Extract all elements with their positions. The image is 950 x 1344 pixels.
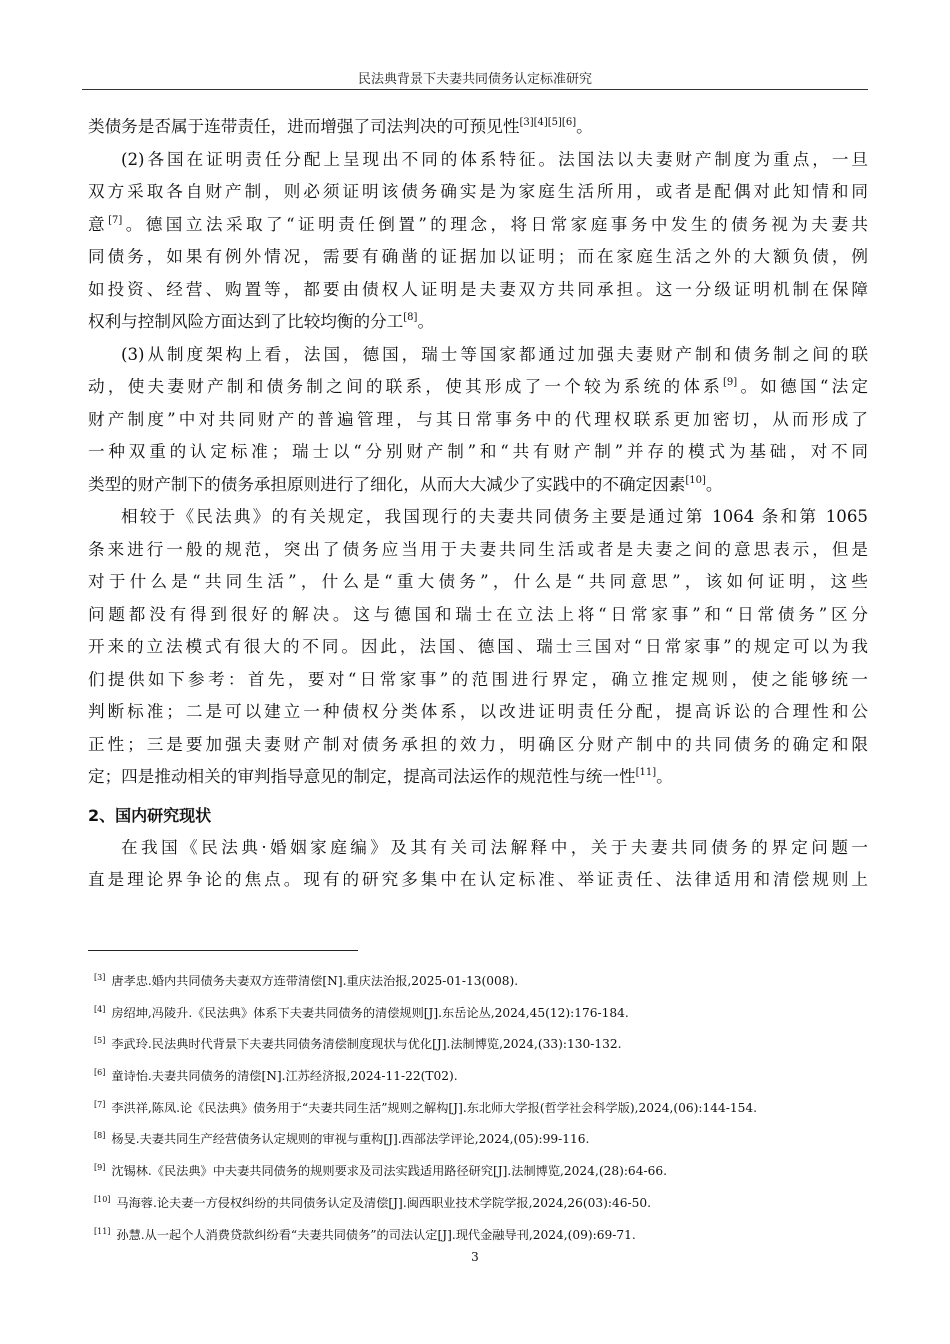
text-line (88, 176, 868, 209)
footnote-text: 童诗怡.夫妻共同债务的清偿[N].江苏经济报,2024-11-22(T02). (111, 1069, 458, 1084)
footnote-text: 唐孝忠.婚内共同债务夫妻双方连带清偿[N].重庆法治报,2025-01-13(008). (111, 974, 519, 988)
text-run: 双方采取各自财产制，则必须证明该债务确实是为家庭生活所用，或者是配偶对此知情和同 (88, 182, 868, 201)
body-text (88, 111, 868, 897)
paragraph (88, 339, 868, 502)
footnote-number: [10] (94, 1194, 111, 1204)
text-line (88, 436, 868, 469)
header-rule (82, 89, 868, 90)
footnote-number: [9] (94, 1163, 106, 1173)
footnote-item (94, 1220, 874, 1252)
text-line (88, 209, 868, 242)
text-line (88, 371, 868, 404)
paragraph (88, 832, 868, 897)
text-run: 判断标准；二是可以建立一种债权分类体系，以改进证明责任分配，提高诉讼的合理性和公 (88, 702, 868, 721)
footnote-item (94, 966, 874, 998)
footnote-number: [11] (94, 1226, 111, 1236)
text-run: 正性；三是要加强夫妻财产制对债务承担的效力，明确区分财产制中的共同债务的确定和限 (88, 734, 868, 754)
text-line (88, 729, 868, 762)
footnote-number: [5] (94, 1036, 106, 1046)
citation-marker: [9] (723, 377, 738, 388)
text-run: 。德国立法采取了“证明责任倒置”的理念，将日常家庭事务中发生的债务视为夫妻共 (122, 214, 869, 234)
paragraph (88, 111, 868, 144)
text-run: 。 (576, 117, 593, 136)
text-run: 动，使夫妻财产制和债务制之间的联系，使其形成了一个较为系统的体系 (88, 377, 724, 396)
text-run: 。 (656, 767, 673, 786)
text-line (88, 566, 868, 599)
text-run: 在我国《民法典·婚姻家庭编》及其有关司法解释中，关于夫妻共同债务的界定问题一 (121, 837, 868, 857)
footnote-item (94, 1188, 874, 1220)
text-line (88, 664, 868, 697)
text-run: 问题都没有得到很好的解决。这与德国和瑞士在立法上将“日常家事”和“日常债务”区分 (88, 604, 868, 624)
citation-marker: [8] (403, 312, 418, 323)
footnote-number: [6] (94, 1068, 106, 1078)
footnote-text: 李武玲.民法典时代背景下夫妻共同债务清偿制度现状与优化[J].法制博览,2024,(33):130-132. (111, 1037, 622, 1052)
text-line (88, 599, 868, 632)
text-run: 直是理论界争论的焦点。现有的研究多集中在认定标准、举证责任、法律适用和清偿规则上 (88, 870, 868, 889)
text-line (88, 274, 868, 307)
running-header: 民法典背景下夫妻共同债务认定标准研究 (357, 72, 592, 87)
text-run: 财产制度”中对共同财产的普遍管理，与其日常事务中的代理权联系更加密切，从而形成了 (88, 409, 868, 429)
text-run: 类债务是否属于连带责任，进而增强了司法判决的可预见性 (88, 117, 520, 136)
text-line (88, 306, 868, 339)
footnote-text: 孙慧.从一起个人消费贷款纠纷看“夫妻共同债务”的司法认定[J].现代金融导刊,2024,(09):69-71. (116, 1227, 636, 1242)
footnote-separator (88, 950, 358, 951)
text-run: 。 (705, 474, 723, 494)
text-run: 开来的立法模式有很大的不同。因此，法国、德国、瑞士三国对“日常家事”的规定可以为我 (88, 637, 868, 656)
citation-marker: [3][4][5][6] (519, 117, 577, 128)
page-number: 3 (471, 1250, 479, 1264)
footnote-number: [7] (94, 1099, 106, 1109)
text-run: 一种双重的认定标准；瑞士以“分别财产制”和“共有财产制”并存的模式为基础，对不同 (88, 442, 868, 461)
footnote-text: 房绍坤,冯陵升.《民法典》体系下夫妻共同债务的清偿规则[J].东岳论丛,2024,45(12):176-184. (111, 1005, 629, 1020)
text-run: 对于什么是“共同生活”，什么是“重大债务”，什么是“共同意思”，该如何证明，这些 (88, 572, 868, 591)
citation-marker: [7] (108, 214, 123, 226)
text-run: 类型的财产制下的债务承担原则进行了细化，从而大大减少了实践中的不确定因素 (88, 474, 686, 494)
footnotes (94, 966, 874, 1251)
text-run: 们提供如下参考：首先，要对“日常家事”的范围进行界定，确立推定规则，使之能够统一 (88, 669, 868, 689)
text-line (88, 864, 868, 897)
text-run: 定；四是推动相关的审判指导意见的制定，提高司法运作的规范性与统一性 (88, 767, 636, 786)
footnote-text: 马海蓉.论夫妻一方侵权纠纷的共同债务认定及清偿[J].闽西职业技术学院学报,2024,26(03):46-50. (116, 1195, 651, 1210)
text-line (88, 696, 868, 729)
text-run: 同债务，如果有例外情况，需要有确凿的证据加以证明；而在家庭生活之外的大额负债，例 (88, 247, 868, 266)
text-line (88, 404, 868, 437)
footnote-item (94, 1093, 874, 1125)
text-run: 如投资、经营、购置等，都要由债权人证明是夫妻双方共同承担。这一分级证明机制在保障 (88, 279, 868, 299)
footnote-text: 杨旻.夫妻共同生产经营债务认定规则的审视与重构[J].西部法学评论,2024,(05):99-116. (111, 1132, 590, 1147)
footnote-number: [3] (94, 973, 106, 982)
citation-marker: [10] (685, 474, 706, 486)
footnote-number: [8] (94, 1131, 106, 1141)
text-run: 意 (88, 214, 109, 234)
footnote-text: 沈锡林.《民法典》中夫妻共同债务的规则要求及司法实践适用路径研究[J].法制博览,2024,(28):64-66. (111, 1164, 667, 1179)
text-line (88, 111, 868, 144)
text-run: (2)各国在证明责任分配上呈现出不同的体系特征。法国法以夫妻财产制度为重点，一旦 (121, 149, 868, 169)
text-line (88, 534, 868, 567)
text-line (88, 339, 868, 372)
text-line (88, 501, 868, 534)
text-run: (3)从制度架构上看，法国，德国，瑞士等国家都通过加强夫妻财产制和债务制之间的联 (121, 344, 868, 364)
footnote-item (94, 1124, 874, 1156)
text-run: 权利与控制风险方面达到了比较均衡的分工 (88, 312, 404, 331)
footnote-text: 李洪祥,陈凤.论《民法典》债务用于“夫妻共同生活”规则之解构[J].东北师大学报(哲学社会科学版),2024,(06):144-154. (111, 1100, 758, 1115)
text-line (88, 761, 868, 794)
footnote-number: [4] (94, 1004, 106, 1014)
footnote-item (94, 1156, 874, 1188)
text-line (88, 241, 868, 274)
section-heading: 2、国内研究现状 (88, 805, 212, 825)
footnote-item (94, 1029, 874, 1061)
text-line (88, 631, 868, 664)
text-run: 条来进行一般的规范，突出了债务应当用于夫妻共同生活或者是夫妻之间的意思表示，但是 (88, 539, 868, 559)
paragraph (88, 501, 868, 794)
text-line (88, 832, 868, 865)
footnote-item (94, 998, 874, 1030)
text-line (88, 144, 868, 177)
text-run: 。 (417, 312, 435, 331)
citation-marker: [11] (635, 767, 657, 778)
text-run: 。如德国“法定 (737, 377, 869, 396)
text-line (88, 469, 868, 502)
text-run: 相较于《民法典》的有关规定，我国现行的夫妻共同债务主要是通过第 1064 条和第 1065 (121, 507, 868, 526)
footnote-item (94, 1061, 874, 1093)
paragraph (88, 144, 868, 339)
